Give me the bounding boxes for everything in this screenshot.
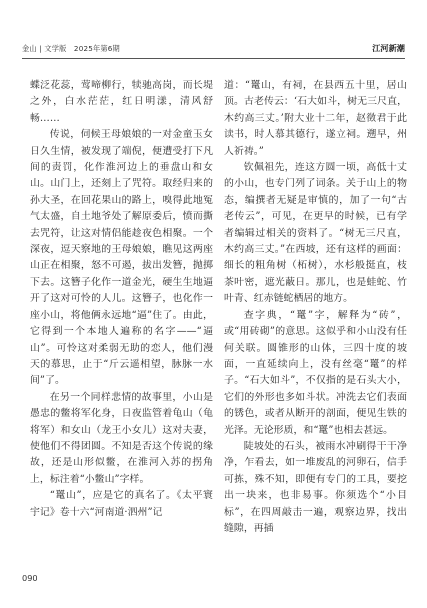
paragraph: 陡坡处的石头，被雨水冲刷得干干净净，乍看去，如一堆废乱的河卵石，信手可拣，殊不知，即便有专门的工具，要挖出一块来，也非易事。你须选个“小目标”，在四周敲击一遍，观察边界，找出缝隙，再插 [224, 440, 407, 534]
left-text-column [30, 78, 213, 521]
page-number: 090 [22, 573, 38, 583]
paragraph: 查字典，“鼍”字，解释为“砖”，或“用砖砌”的意思。这似乎和小山没有任何关联。圆锥形的山体，三四十度的坡面，一直延续向上，没有丝毫“鼍”的样子。“石大如斗”，不仅指的是石头大小，它们的外形也多如斗状。冲洗去它们表面的锈色，或者从断开的剖面，便见生铁的光泽。无论形质，和“鼍”也相去甚远。 [224, 309, 407, 436]
paragraph: 在另一个同样悲情的故事里，小山是愚忠的鳖将军化身，日夜监管着龟山（龟将军）和女山（龙王小女儿）这对夫妻，使他们不得团圆。不知是否这个传说的缘故，还是山形似鳖，在淮河入苏的拐角上，标注着“小鳖山”字样。 [30, 391, 213, 485]
journal-header: 金山 | 文学版 2025年第6期 [22, 44, 120, 53]
right-text-column [224, 78, 407, 537]
paragraph: 蝶泛花蕊，莺啼柳行，犊驰高岗，而长堤之外，白水茫茫，红日明漾，清风舒畅…… [30, 80, 213, 124]
paragraph: 传说，伺候王母娘娘的一对金童玉女日久生情，被发现了端倪，便遭受打下凡间的责罚，化作淮河边上的垂盘山和女山。山门上，还刻上了咒符。取经归来的孙大圣，在回花果山的路上，嗅得此地冤气太盛，自土地爷处了解原委后，愤而撕去咒符，让这对情侣能趁夜色相聚。一个深夜，逗天察地的王母娘娘，瞧见这两座山正在相聚，怒不可遏，拔出发簪，抛掷下去。这簪子化作一道金光，硬生生地逼开了这对可怜的人儿。这簪子，也化作一座小山，将他俩永远地“逼”住了。由此，它得到一个本地人遍称的名字——“逼山”。可怜这对柔弱无助的恋人，他们漫天的慕思，止于“斤云遥相望，脉脉一水间”了。 [30, 129, 213, 387]
paragraph: 钦佩祖先，连这方圆一顷，高低十丈的小山，也专门列了词条。关于山上的物态，编撰者无疑是审慎的，加了一句“古老传云”，可见，在更早的时候，已有学者编辑过相关的资料了。“树无三尺直，木约高三丈。”在西坡，还有这样的画面：细长的粗角树（柘树），水杉般挺直，枝茶叶密，遮光蔽日。那儿，也是蛙蛇、竹叶青、红赤链蛇栖居的地方。 [224, 162, 407, 305]
paragraph: “鼍山”，应是它的真名了。《太平寰宇记》卷十六“河南道·泗州”记 [30, 490, 213, 518]
paragraph: 道：“鼍山，有祠，在县西五十里，居山顶。古老传云：‘石大如斗，树无三尺直，木约高三丈。’附大业十二年，赵徵君于此读书，时人慕其德行，遂立祠。遡早，州人祈祷。” [224, 80, 407, 157]
header-divider [22, 58, 405, 59]
column-header: 江河新潮 [372, 43, 405, 53]
